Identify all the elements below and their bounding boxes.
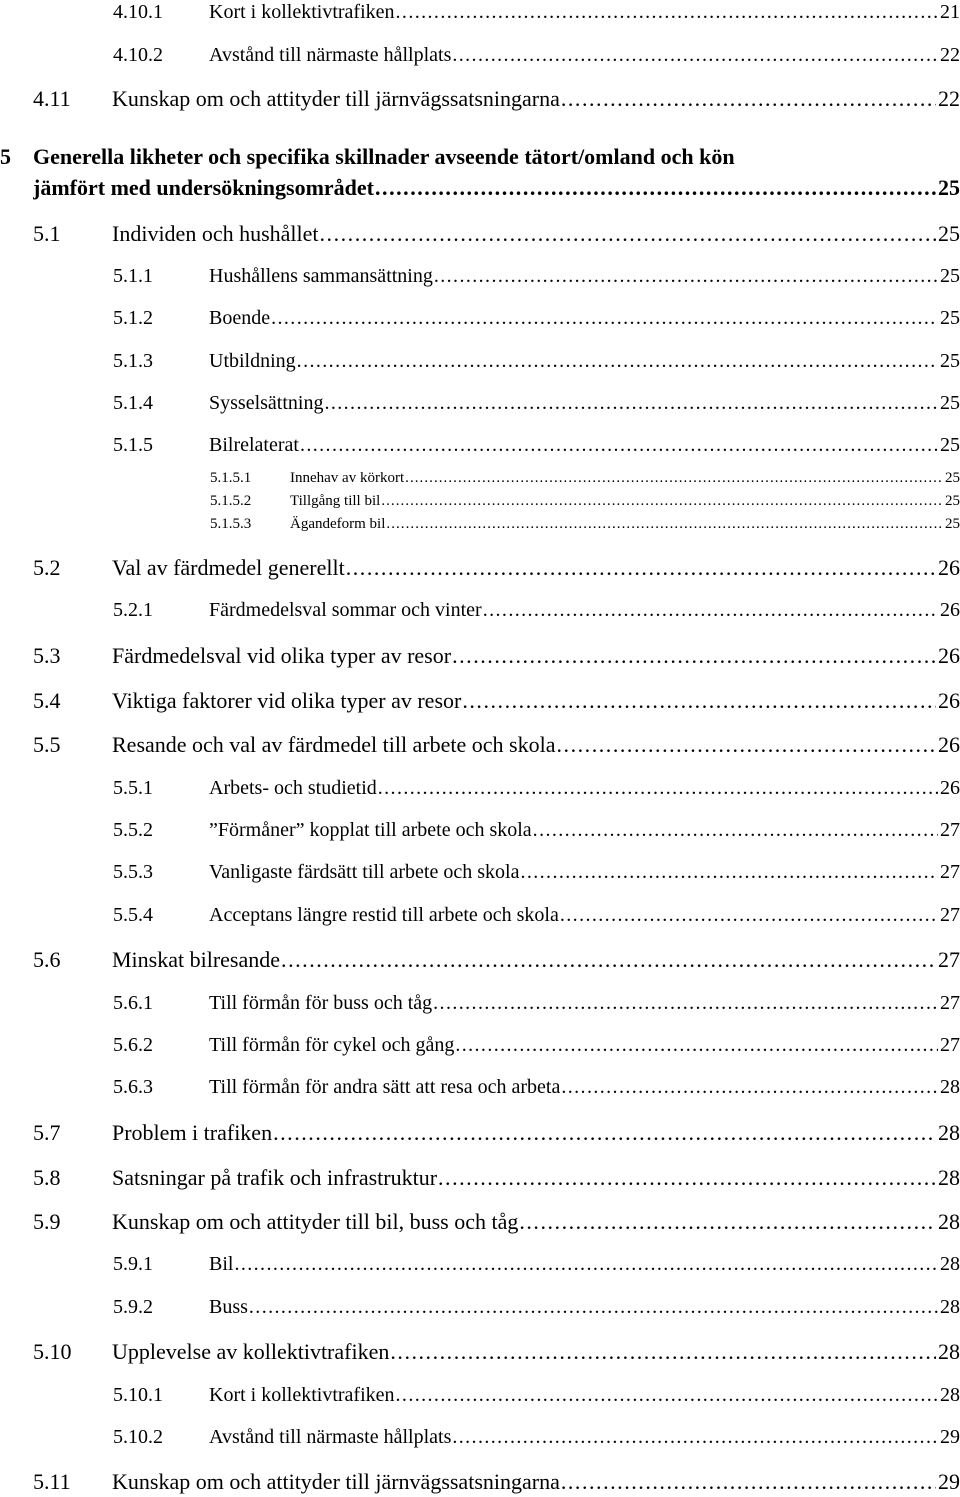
toc-entry-page: 25 [940,350,960,372]
toc-entry-title: Färdmedelsval sommar och vinter [209,599,482,621]
toc-entry-page: 25 [940,265,960,287]
dot-leader [405,470,943,487]
toc-entry-title: Minskat bilresande [112,947,281,972]
toc-entry[interactable] [33,1209,960,1235]
toc-entry-number: 5.1.3 [113,350,153,372]
toc-entry-title: Tillgång till bil [290,493,381,509]
dot-leader [381,493,943,510]
toc-entry[interactable] [113,307,960,330]
dot-leader [557,732,937,758]
toc-entry-title: Kunskap om och attityder till bil, buss och tåg [112,1209,519,1234]
dot-leader [390,1339,936,1365]
toc-entry-page: 26 [938,688,960,713]
toc-entry-title: Sysselsättning [209,392,324,414]
toc-entry-page: 27 [940,992,960,1014]
toc-entry-number: 5.5.2 [113,819,153,841]
toc-entry-title: Till förmån för andra sätt att resa och arbeta [209,1076,561,1098]
toc-entry[interactable] [210,493,960,510]
toc-entry[interactable] [113,1034,960,1057]
toc-entry-title: Upplevelse av kollektivtrafiken [112,1339,390,1364]
toc-entry-page: 26 [940,599,960,621]
toc-entry-number: 5.9 [33,1209,61,1234]
toc-entry[interactable] [113,861,960,884]
toc-entry[interactable] [113,992,960,1015]
toc-entry-number: 5.6.3 [113,1076,153,1098]
toc-entry[interactable] [113,392,960,415]
toc-entry-title: Till förmån för buss och tåg [209,992,433,1014]
toc-entry[interactable] [113,904,960,927]
toc-entry[interactable] [113,1384,960,1407]
toc-entry-title: Boende [209,307,271,329]
dot-leader [273,1120,936,1146]
toc-chapter-entry-line2[interactable] [33,175,960,201]
toc-entry[interactable] [33,1339,960,1365]
toc-entry-page: 26 [938,555,960,580]
toc-entry-number: 5.10.2 [113,1426,163,1448]
dot-leader [561,86,936,112]
toc-entry-number: 5.11 [33,1469,71,1494]
toc-entry-number: 5.2.1 [113,599,153,621]
dot-leader [249,1296,938,1319]
toc-entry[interactable] [33,1165,960,1191]
toc-entry-title: Vanligaste färdsätt till arbete och skola [209,861,520,883]
dot-leader [455,1034,938,1057]
toc-entry-title: Avstånd till närmaste hållplats [209,44,452,66]
dot-leader [462,688,936,714]
toc-entry-page: 25 [940,434,960,456]
toc-entry-title: ”Förmåner” kopplat till arbete och skola [209,819,532,841]
toc-entry[interactable] [113,599,960,622]
toc-entry-number: 5.1 [33,221,61,246]
dot-leader [375,175,936,201]
dot-leader [483,599,938,622]
dot-leader [520,861,938,884]
toc-entry-number: 4.10.2 [113,44,163,66]
toc-entry-page: 28 [938,1339,960,1364]
toc-entry-number: 5.8 [33,1165,61,1190]
toc-entry-title: Ägandeform bil [290,516,386,532]
toc-entry-page: 27 [940,819,960,841]
dot-leader [433,992,938,1015]
toc-entry-number: 5.7 [33,1120,61,1145]
toc-entry-number: 5.10.1 [113,1384,163,1406]
toc-entry-title: Färdmedelsval vid olika typer av resor [112,643,452,668]
toc-entry-page: 28 [940,1076,960,1098]
toc-entry-number: 5.1.5.3 [210,516,252,532]
dot-leader [438,1165,936,1191]
dot-leader [452,643,936,669]
toc-entry-page: 28 [940,1384,960,1406]
dot-leader [281,947,936,973]
toc-entry-title: Kort i kollektivtrafiken [209,1384,395,1406]
toc-entry-page: 22 [938,86,960,111]
toc-entry-title: Hushållens sammansättning [209,265,433,287]
dot-leader [434,265,938,288]
toc-entry-page: 26 [938,732,960,757]
toc-entry-number: 5.1.5.1 [210,470,252,486]
toc-entry-page: 28 [940,1253,960,1275]
dot-leader [300,434,938,457]
toc-entry-title: Resande och val av färdmedel till arbete och skola [112,732,556,757]
toc-entry[interactable] [33,1120,960,1146]
toc-entry[interactable] [113,1076,960,1099]
toc-entry-title: Buss [209,1296,248,1318]
toc-entry-title: Kunskap om och attityder till järnvägssatsningarna [112,1469,560,1494]
toc-entry-title-continued: jämfört med undersökningsområdet [33,175,374,200]
toc-entry-title: Kort i kollektivtrafiken [209,1,395,23]
toc-entry-number: 5.3 [33,643,61,668]
dot-leader [560,904,938,927]
toc-entry-page: 28 [938,1165,960,1190]
dot-leader [234,1253,938,1276]
toc-entry[interactable] [113,44,960,67]
dot-leader [324,392,938,415]
toc-entry[interactable] [33,947,960,973]
toc-entry-number: 5.1.5.2 [210,493,252,509]
toc-entry-title: Utbildning [209,350,296,372]
toc-entry-title: Bilrelaterat [209,434,299,456]
toc-entry-number: 5.6.2 [113,1034,153,1056]
toc-entry-number: 5.10 [33,1339,72,1364]
toc-entry-page: 25 [945,470,960,486]
toc-entry-title: Innehav av körkort [290,470,405,486]
toc-entry-number: 5.1.1 [113,265,153,287]
dot-leader [320,221,936,247]
toc-entry[interactable] [113,434,960,457]
toc-entry-title: Acceptans längre restid till arbete och skola [209,904,559,926]
toc-entry-title: Individen och hushållet [112,221,319,246]
dot-leader [386,516,943,533]
toc-entry-number: 5 [0,144,11,169]
toc-entry[interactable] [33,221,960,247]
toc-entry[interactable] [113,1,960,24]
toc-entry-title: Generella likheter och specifika skillnader avseende tätort/omland och kön [33,144,735,169]
toc-entry-page: 25 [940,392,960,414]
toc-entry-page: 25 [938,175,960,200]
dot-leader [396,1384,938,1407]
toc-entry[interactable] [33,555,960,581]
toc-entry-title: Viktiga faktorer vid olika typer av resor [112,688,462,713]
dot-leader [561,1469,936,1495]
dot-leader [297,350,938,373]
toc-entry-title: Avstånd till närmaste hållplats [209,1426,452,1448]
toc-entry-number: 5.9.1 [113,1253,153,1275]
toc-chapter-entry-line1[interactable] [0,144,960,170]
toc-entry-number: 5.1.5 [113,434,153,456]
toc-entry-title: Problem i trafiken [112,1120,273,1145]
toc-entry-page: 27 [940,1034,960,1056]
toc-entry[interactable] [113,350,960,373]
toc-entry-page: 28 [938,1209,960,1234]
toc-entry[interactable] [33,86,960,112]
toc-entry-page: 25 [945,516,960,532]
toc-entry[interactable] [113,777,960,800]
toc-entry-page: 27 [938,947,960,972]
toc-entry-number: 5.5.3 [113,861,153,883]
toc-entry-page: 29 [938,1469,960,1494]
dot-leader [452,44,938,67]
toc-entry[interactable] [113,265,960,288]
dot-leader [452,1426,938,1449]
toc-entry-page: 29 [940,1426,960,1448]
toc-entry-title: Satsningar på trafik och infrastruktur [112,1165,438,1190]
toc-entry-title: Kunskap om och attityder till järnvägssatsningarna [112,86,560,111]
dot-leader [533,819,938,842]
dot-leader [561,1076,938,1099]
toc-entry-number: 5.5.1 [113,777,153,799]
toc-entry[interactable] [113,819,960,842]
toc-entry-number: 5.6 [33,947,61,972]
toc-entry[interactable] [33,1469,960,1495]
toc-entry-number: 4.11 [33,86,71,111]
toc-entry-title: Arbets- och studietid [209,777,377,799]
toc-entry[interactable] [33,688,960,714]
toc-entry-number: 5.9.2 [113,1296,153,1318]
toc-entry[interactable] [210,470,960,487]
toc-entry[interactable] [113,1253,960,1276]
toc-entry-title: Val av färdmedel generellt [112,555,345,580]
toc-entry-page: 26 [938,643,960,668]
toc-entry-number: 5.1.2 [113,307,153,329]
toc-entry-number: 5.2 [33,555,61,580]
toc-entry-number: 4.10.1 [113,1,163,23]
toc-entry-number: 5.4 [33,688,61,713]
toc-entry-number: 5.1.4 [113,392,153,414]
toc-entry[interactable] [210,516,960,533]
toc-entry-page: 21 [940,1,960,23]
dot-leader [396,1,938,24]
dot-leader [271,307,938,330]
toc-entry[interactable] [33,732,960,758]
toc-entry[interactable] [113,1296,960,1319]
dot-leader [346,555,936,581]
toc-entry-page: 25 [940,307,960,329]
toc-entry-page: 25 [938,221,960,246]
toc-entry-page: 28 [938,1120,960,1145]
toc-entry-page: 25 [945,493,960,509]
toc-entry-page: 22 [940,44,960,66]
toc-entry-title: Bil [209,1253,234,1275]
toc-entry-page: 26 [940,777,960,799]
toc-entry[interactable] [113,1426,960,1449]
toc-entry-page: 28 [940,1296,960,1318]
dot-leader [378,777,938,800]
toc-entry-number: 5.6.1 [113,992,153,1014]
toc-entry-number: 5.5.4 [113,904,153,926]
toc-entry-title: Till förmån för cykel och gång [209,1034,455,1056]
toc-entry-page: 27 [940,861,960,883]
toc-entry-number: 5.5 [33,732,61,757]
toc-entry[interactable] [33,643,960,669]
toc-entry-page: 27 [940,904,960,926]
dot-leader [519,1209,936,1235]
